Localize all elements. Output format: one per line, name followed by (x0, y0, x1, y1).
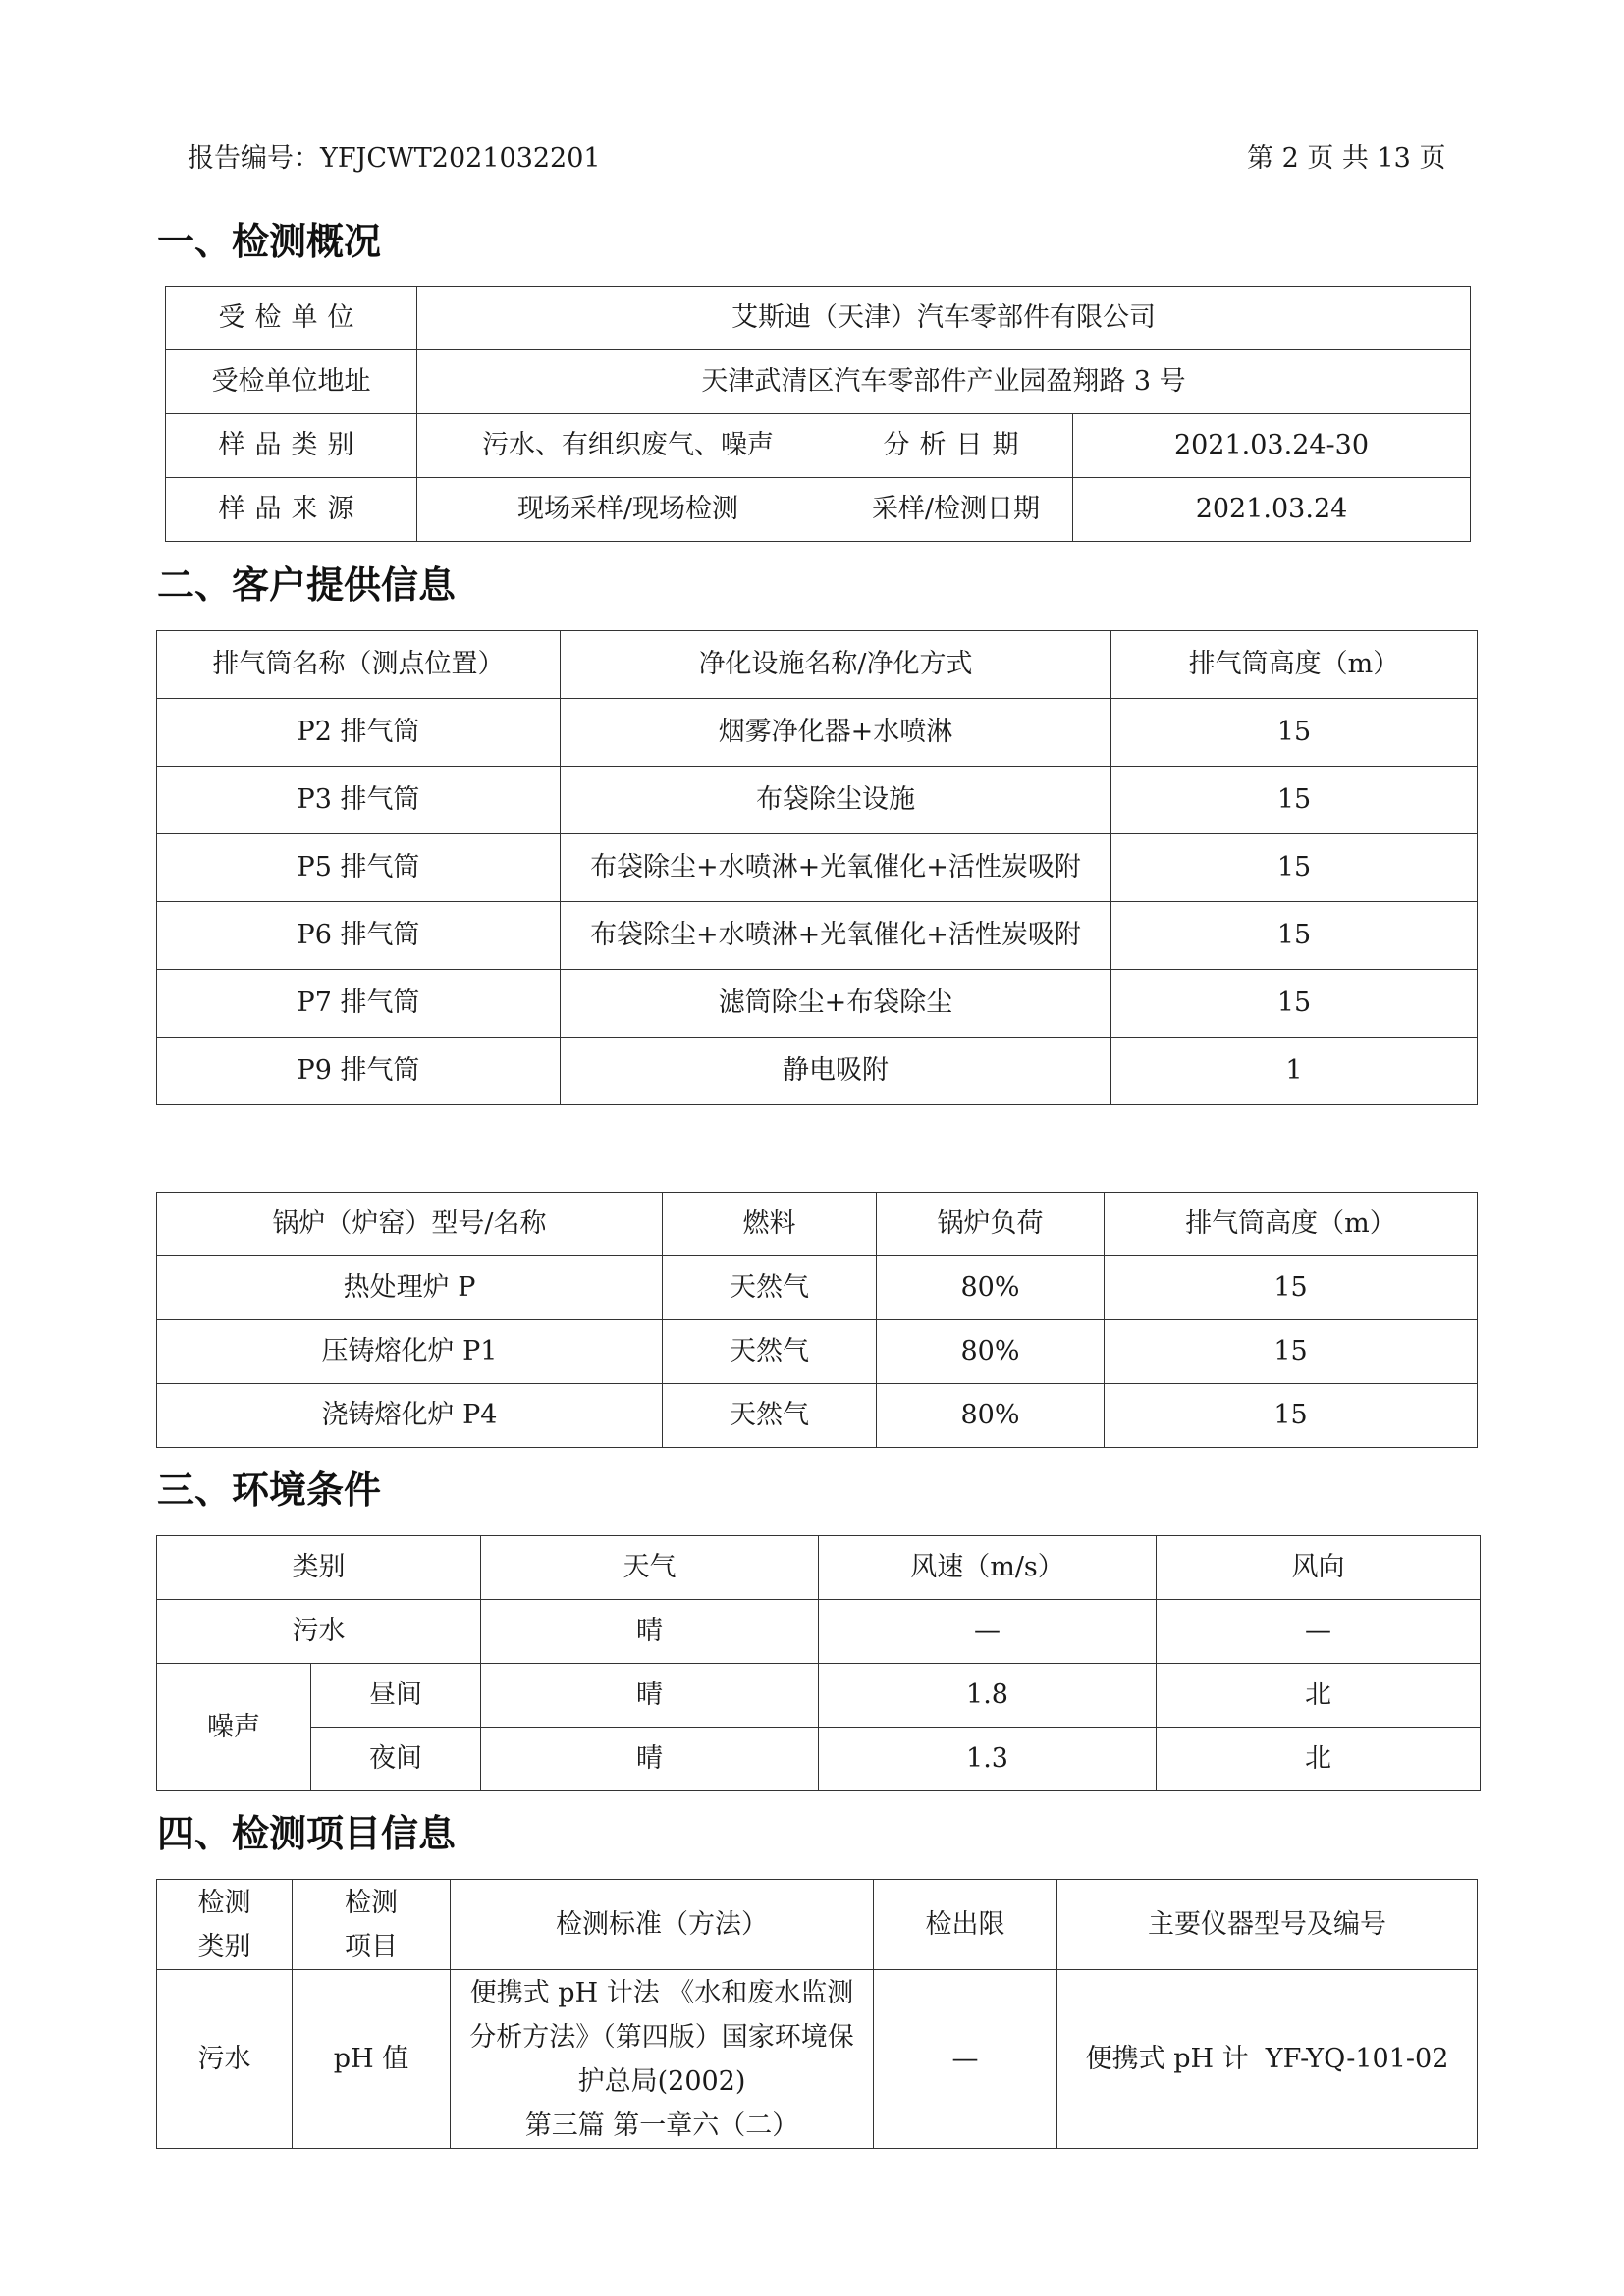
table-cell: 滤筒除尘+布袋除尘 (561, 970, 1111, 1038)
table-cell: 污水 (157, 1600, 481, 1664)
table-cell: pH 值 (293, 1970, 451, 2149)
col-header: 天气 (481, 1536, 819, 1600)
table-row (157, 1384, 1478, 1448)
table-cell: 天然气 (663, 1256, 877, 1320)
table-cell: P7 排气筒 (157, 970, 561, 1038)
table-cell: 15 (1105, 1256, 1478, 1320)
table-cell: 便携式 pH 计法 《水和废水监测分析方法》（第四版）国家环境保护总局(2002) 第三篇 第一章六（二） (451, 1970, 874, 2149)
table-cell: 静电吸附 (561, 1038, 1111, 1105)
table-row (157, 834, 1478, 902)
table-cell: 布袋除尘+水喷淋+光氧催化+活性炭吸附 (561, 902, 1111, 970)
table-cell: 噪声 (157, 1664, 311, 1791)
overview-row (166, 287, 1471, 350)
page-indicator: 第 2 页 共 13 页 (1247, 143, 1446, 174)
table-cell: 80% (877, 1320, 1105, 1384)
table-cell: 晴 (481, 1728, 819, 1791)
address-label: 受检单位地址 (166, 350, 417, 414)
table-cell: 15 (1111, 834, 1478, 902)
section-title-environment: 三、环境条件 (157, 1468, 382, 1512)
section-title-test-items: 四、检测项目信息 (157, 1812, 457, 1855)
report-number: 报告编号：YFJCWT2021032201 (188, 143, 601, 174)
test-items-table (156, 1879, 1478, 2149)
col-header: 类别 (157, 1536, 481, 1600)
table-cell: 布袋除尘+水喷淋+光氧催化+活性炭吸附 (561, 834, 1111, 902)
col-header: 净化设施名称/净化方式 (561, 631, 1111, 699)
col-header: 主要仪器型号及编号 (1057, 1880, 1478, 1970)
sample-source-value: 现场采样/现场检测 (417, 478, 839, 542)
table-cell: 15 (1111, 699, 1478, 767)
table-cell: 昼间 (311, 1664, 481, 1728)
table-cell: 浇铸熔化炉 P4 (157, 1384, 663, 1448)
col-header: 风向 (1157, 1536, 1481, 1600)
table-row (157, 1600, 1481, 1664)
section-title-overview: 一、检测概况 (157, 220, 382, 263)
col-header: 排气筒高度（m） (1105, 1193, 1478, 1256)
col-header: 锅炉负荷 (877, 1193, 1105, 1256)
table-cell: 北 (1157, 1728, 1481, 1791)
col-header: 排气筒高度（m） (1111, 631, 1478, 699)
col-header: 燃料 (663, 1193, 877, 1256)
table-cell: 晴 (481, 1600, 819, 1664)
table-cell: 北 (1157, 1664, 1481, 1728)
col-header: 检测 类别 (157, 1880, 293, 1970)
table-cell: — (1157, 1600, 1481, 1664)
table-cell: — (874, 1970, 1057, 2149)
overview-row (166, 478, 1471, 542)
table-row (157, 1664, 1481, 1728)
table-row (157, 1256, 1478, 1320)
table-cell: P2 排气筒 (157, 699, 561, 767)
sample-category-value: 污水、有组织废气、噪声 (417, 414, 839, 478)
table-cell: 烟雾净化器+水喷淋 (561, 699, 1111, 767)
table-cell: 15 (1111, 767, 1478, 834)
col-header: 风速（m/s） (819, 1536, 1157, 1600)
table-cell: 天然气 (663, 1320, 877, 1384)
table-cell: 夜间 (311, 1728, 481, 1791)
table-cell: P3 排气筒 (157, 767, 561, 834)
table-row (157, 1320, 1478, 1384)
col-header: 检测 项目 (293, 1880, 451, 1970)
boiler-table (156, 1192, 1478, 1448)
unit-label: 受检单位 (166, 287, 417, 350)
table-cell: P5 排气筒 (157, 834, 561, 902)
sample-source-label: 样品来源 (166, 478, 417, 542)
col-header: 排气筒名称（测点位置） (157, 631, 561, 699)
col-header: 检测标准（方法） (451, 1880, 874, 1970)
address-value: 天津武清区汽车零部件产业园盈翔路 3 号 (417, 350, 1471, 414)
table-header-row (157, 1193, 1478, 1256)
table-row (157, 902, 1478, 970)
table-cell: 15 (1111, 970, 1478, 1038)
unit-value: 艾斯迪（天津）汽车零部件有限公司 (417, 287, 1471, 350)
table-row (157, 1970, 1478, 2149)
table-cell: 晴 (481, 1664, 819, 1728)
table-row (157, 970, 1478, 1038)
section-title-client-info: 二、客户提供信息 (157, 563, 457, 607)
table-header-row (157, 1880, 1478, 1970)
table-row (157, 767, 1478, 834)
table-row (157, 1038, 1478, 1105)
table-cell: 15 (1111, 902, 1478, 970)
table-cell: 天然气 (663, 1384, 877, 1448)
table-cell: 热处理炉 P (157, 1256, 663, 1320)
analysis-date-label: 分析日期 (839, 414, 1073, 478)
table-cell: P6 排气筒 (157, 902, 561, 970)
table-cell: 15 (1105, 1320, 1478, 1384)
table-cell: 80% (877, 1256, 1105, 1320)
table-cell: 布袋除尘设施 (561, 767, 1111, 834)
sampling-date-label: 采样/检测日期 (839, 478, 1073, 542)
table-cell: 1.3 (819, 1728, 1157, 1791)
table-cell: — (819, 1600, 1157, 1664)
table-row (157, 1728, 1481, 1791)
col-header: 检出限 (874, 1880, 1057, 1970)
overview-row (166, 414, 1471, 478)
sampling-date-value: 2021.03.24 (1073, 478, 1471, 542)
table-cell: P9 排气筒 (157, 1038, 561, 1105)
exhaust-stack-table (156, 630, 1478, 1105)
table-cell: 便携式 pH 计 YF-YQ-101-02 (1057, 1970, 1478, 2149)
table-header-row (157, 631, 1478, 699)
sample-category-label: 样品类别 (166, 414, 417, 478)
overview-table (165, 286, 1471, 542)
col-header: 锅炉（炉窑）型号/名称 (157, 1193, 663, 1256)
table-cell: 80% (877, 1384, 1105, 1448)
overview-row (166, 350, 1471, 414)
table-cell: 1.8 (819, 1664, 1157, 1728)
table-row (157, 699, 1478, 767)
analysis-date-value: 2021.03.24-30 (1073, 414, 1471, 478)
table-cell: 1 (1111, 1038, 1478, 1105)
table-header-row (157, 1536, 1481, 1600)
table-cell: 压铸熔化炉 P1 (157, 1320, 663, 1384)
environment-table (156, 1535, 1481, 1791)
table-cell: 污水 (157, 1970, 293, 2149)
table-cell: 15 (1105, 1384, 1478, 1448)
